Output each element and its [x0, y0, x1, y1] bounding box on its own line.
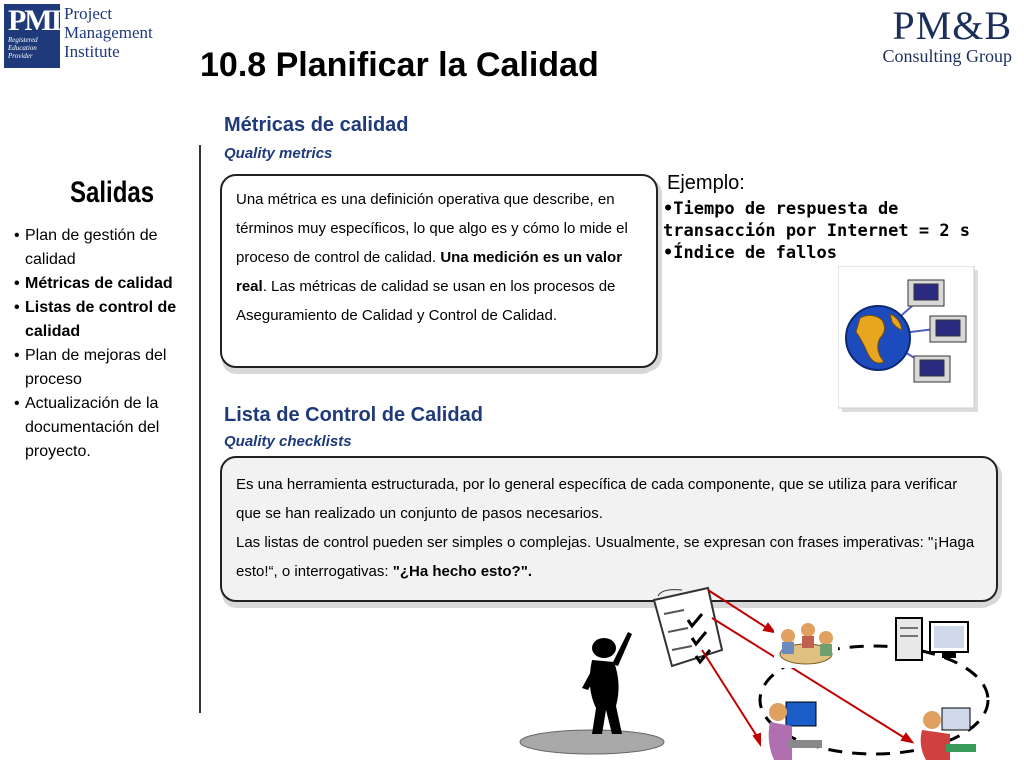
- pmb-logo-top: PM&B: [892, 3, 1012, 48]
- checklist-text-2: Las listas de control pueden ser simples o complejas. Usualmente, se expresan con frases imperativas: "¡Haga esto!“, o interrogativas: "¿Ha hecho esto?".: [236, 534, 975, 580]
- metrics-definition-box: [220, 174, 658, 368]
- example-label: Ejemplo:: [667, 172, 745, 194]
- pmi-name: Project Management Institute: [64, 4, 153, 61]
- metrics-text-bold: Una medición es un valor real: [236, 249, 623, 295]
- example-item: • Índice de fallos: [663, 242, 1003, 264]
- vertical-divider: [199, 145, 201, 713]
- pmi-logo: [4, 4, 154, 68]
- sidebar-list: [14, 224, 184, 464]
- sidebar-item: • Plan de gestión de calidad: [14, 224, 184, 272]
- pmi-mark-text: PMI: [8, 4, 61, 37]
- sidebar-heading: Salidas: [70, 176, 155, 209]
- checklist-title: Lista de Control de Calidad: [224, 404, 483, 426]
- sidebar-item: • Métricas de calidad: [14, 272, 184, 296]
- sidebar-item: • Actualización de la documentación del proyecto.: [14, 392, 184, 464]
- metrics-text: Una métrica es una definición operativa que describe, en términos muy específicos, lo que algo es y cómo lo mide el proceso de control de calidad.: [236, 191, 628, 266]
- metrics-subtitle: Quality metrics: [224, 145, 333, 162]
- sidebar-item: • Listas de control de calidad: [14, 296, 184, 344]
- checklist-illustration-icon: [512, 580, 1012, 768]
- checklist-text-bold: "¿Ha hecho esto?".: [392, 563, 532, 580]
- checklist-text-1: Es una herramienta estructurada, por lo general específica de cada componente, que se utiliza para verificar que se han realizado un conjunto de pasos necesarios.: [236, 476, 958, 522]
- metrics-text-end: . Las métricas de calidad se usan en los procesos de Aseguramiento de Calidad y Control de Calidad.: [236, 278, 616, 324]
- metrics-title: Métricas de calidad: [224, 114, 409, 136]
- pmb-logo-bottom: Consulting Group: [882, 46, 1012, 66]
- page-title: 10.8 Planificar la Calidad: [200, 46, 599, 84]
- example-item: • Tiempo de respuesta de transacción por Internet = 2 s: [663, 198, 1003, 242]
- checklist-subtitle: Quality checklists: [224, 433, 352, 450]
- pmi-registered-text: Registered Education Provider: [8, 36, 38, 60]
- pmi-mark: [4, 4, 60, 68]
- pmb-logo: [864, 3, 1012, 72]
- sidebar-item: • Plan de mejoras del proceso: [14, 344, 184, 392]
- globe-network-icon: [838, 266, 978, 412]
- example-list: [663, 198, 1003, 264]
